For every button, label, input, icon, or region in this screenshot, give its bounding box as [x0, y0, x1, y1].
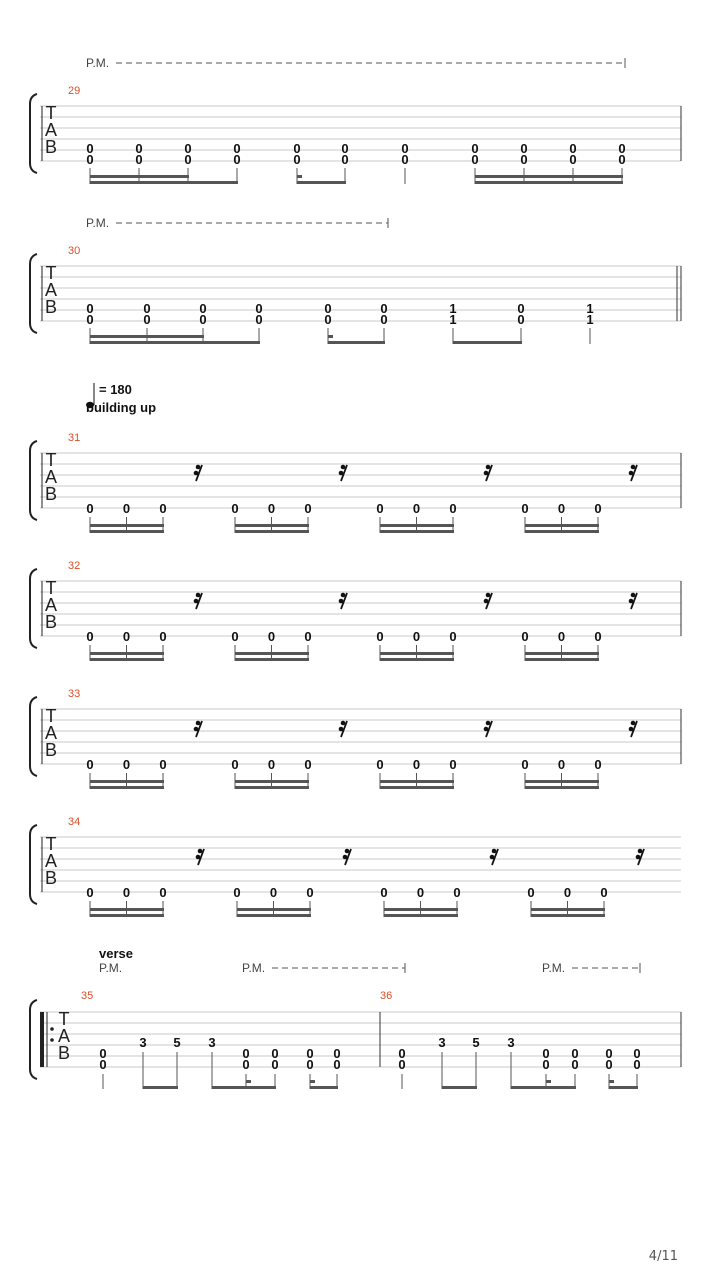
tab-clef-letter: A [57, 1026, 71, 1046]
fret-number: 3 [507, 1035, 515, 1050]
fret-number: 0 [471, 152, 479, 167]
fret-number: 0 [401, 152, 409, 167]
fret-number: 0 [520, 152, 528, 167]
beam [380, 658, 454, 661]
rest-dot [345, 849, 350, 854]
tab-clef-letter: A [44, 120, 58, 140]
measure-number: 29 [68, 85, 81, 97]
fret-number: 0 [143, 312, 151, 327]
sixteenth-rest [339, 593, 347, 609]
sixteenth-rest [343, 849, 351, 865]
fret-number: 0 [122, 501, 131, 516]
rest-dot [486, 721, 491, 726]
beam [453, 341, 522, 344]
beam [525, 652, 599, 655]
system-bracket [30, 569, 37, 648]
fret-number: 0 [159, 757, 167, 772]
fret-number: 0 [233, 885, 241, 900]
fret-number: 0 [341, 152, 349, 167]
sixteenth-rest [339, 465, 347, 481]
fret-number: 0 [255, 301, 263, 316]
beam [380, 524, 454, 527]
beam [475, 181, 623, 184]
fret-number: 0 [231, 501, 239, 516]
rest-dot [490, 855, 495, 860]
rest-dot [196, 465, 201, 470]
fret-number: 0 [333, 1046, 341, 1061]
tab-clef-letter: A [44, 595, 58, 615]
fret-number: 0 [521, 629, 529, 644]
sixteenth-rest [629, 721, 637, 737]
repeat-thick-line [40, 1012, 44, 1067]
tab-clef-letter: T [45, 103, 57, 123]
fret-number: 5 [472, 1035, 480, 1050]
tab-clef-letter: B [44, 612, 58, 632]
beam [90, 524, 164, 527]
sixteenth-rest [484, 465, 492, 481]
measure-number: 30 [68, 245, 81, 257]
fret-number: 0 [521, 501, 529, 516]
fret-number: 0 [600, 885, 608, 900]
beam [237, 914, 311, 917]
palm-mute-label: P.M. [86, 216, 110, 230]
fret-number: 0 [569, 152, 577, 167]
fret-number: 0 [306, 1046, 314, 1061]
rest-dot [631, 593, 636, 598]
rest-dot [629, 599, 634, 604]
fret-number: 0 [333, 1057, 341, 1072]
rest-dot [196, 593, 201, 598]
beam [90, 780, 164, 783]
fret-number: 0 [269, 885, 278, 900]
beam [531, 908, 605, 911]
palm-mute-label: P.M. [99, 961, 123, 975]
beam [90, 181, 189, 184]
system-bracket [30, 94, 37, 173]
fret-number: 0 [267, 501, 276, 516]
rest-dot [486, 593, 491, 598]
tempo-value: = 180 [99, 382, 132, 397]
fret-number: 0 [557, 501, 566, 516]
beam [525, 780, 599, 783]
fret-number: 0 [520, 141, 528, 156]
beam [90, 341, 204, 344]
tab-clef-letter: T [45, 834, 57, 854]
fret-number: 0 [135, 141, 143, 156]
fret-number: 0 [324, 301, 332, 316]
tab-clef-letter: T [45, 450, 57, 470]
fret-number: 0 [449, 757, 457, 772]
beam-stub [310, 1080, 315, 1083]
fret-number: 0 [86, 152, 94, 167]
section-label-building-up: building up [86, 400, 157, 415]
fret-number: 0 [231, 629, 239, 644]
beam [90, 530, 164, 533]
fret-number: 0 [412, 629, 421, 644]
rest-dot [629, 471, 634, 476]
beam [143, 1086, 178, 1089]
fret-number: 0 [380, 301, 388, 316]
beam [235, 658, 309, 661]
fret-number: 0 [517, 312, 525, 327]
fret-number: 0 [341, 141, 349, 156]
fret-number: 0 [233, 152, 241, 167]
fret-number: 0 [199, 312, 207, 327]
palm-mute-label: P.M. [542, 961, 566, 975]
sixteenth-rest [484, 721, 492, 737]
fret-number: 0 [143, 301, 151, 316]
fret-number: 0 [293, 141, 301, 156]
fret-number: 0 [633, 1046, 641, 1061]
fret-number: 0 [271, 1046, 279, 1061]
fret-number: 0 [380, 312, 388, 327]
fret-number: 1 [586, 312, 594, 327]
fret-number: 0 [86, 141, 94, 156]
beam [442, 1086, 477, 1089]
fret-number: 0 [255, 312, 263, 327]
beam [525, 786, 599, 789]
measure-number: 32 [68, 560, 81, 572]
rest-dot [339, 471, 344, 476]
tab-clef-letter: B [44, 137, 58, 157]
beam-stub [297, 175, 302, 178]
fret-number: 0 [527, 885, 535, 900]
fret-number: 0 [605, 1046, 613, 1061]
fret-number: 0 [86, 501, 94, 516]
page-number: 4/11 [648, 1249, 678, 1264]
beam [380, 530, 454, 533]
fret-number: 0 [159, 501, 167, 516]
rhythm-beams [90, 168, 641, 1089]
rest-dot [194, 727, 199, 732]
fret-number: 0 [376, 757, 384, 772]
rest-dot [194, 471, 199, 476]
rest-dot [631, 721, 636, 726]
fret-number: 0 [159, 885, 167, 900]
beam [235, 786, 309, 789]
fret-number: 0 [304, 501, 312, 516]
measure-number: 31 [68, 432, 81, 444]
fret-number: 1 [449, 301, 457, 316]
sixteenth-rest [484, 593, 492, 609]
fret-number: 0 [184, 152, 192, 167]
beam [235, 652, 309, 655]
fret-number: 0 [293, 152, 301, 167]
tab-clef-letter: A [44, 723, 58, 743]
rest-dot [194, 599, 199, 604]
beam [188, 181, 238, 184]
section-label-verse: verse [99, 946, 133, 961]
fret-number: 0 [86, 312, 94, 327]
staff-lines [30, 58, 681, 1079]
beam [297, 181, 346, 184]
beam [90, 335, 204, 338]
sixteenth-rest [339, 721, 347, 737]
beam [235, 524, 309, 527]
fret-number: 0 [159, 629, 167, 644]
beam [380, 786, 454, 789]
fret-number: 0 [233, 141, 241, 156]
fret-number: 0 [242, 1057, 250, 1072]
rest-dot [638, 849, 643, 854]
tab-clef-letter: B [44, 297, 58, 317]
beam [90, 786, 164, 789]
beam [310, 1086, 338, 1089]
fret-number: 3 [438, 1035, 446, 1050]
beam [90, 914, 164, 917]
beam [235, 530, 309, 533]
beam [475, 175, 623, 178]
fret-number: 0 [594, 757, 602, 772]
tab-clef-letter: B [44, 740, 58, 760]
beam-stub [546, 1080, 551, 1083]
fret-number: 0 [517, 301, 525, 316]
rest-dot [484, 727, 489, 732]
fret-number: 0 [401, 141, 409, 156]
beam-stub [246, 1080, 251, 1083]
beam [525, 530, 599, 533]
fret-number: 0 [398, 1046, 406, 1061]
tab-clef-letter: T [58, 1009, 70, 1029]
sixteenth-rest [636, 849, 644, 865]
fret-number: 0 [122, 885, 131, 900]
fret-number: 0 [231, 757, 239, 772]
fret-number: 0 [449, 501, 457, 516]
rest-dot [341, 593, 346, 598]
rest-dot [339, 599, 344, 604]
rest-dot [196, 721, 201, 726]
sixteenth-rest [194, 465, 202, 481]
tab-clef-letter: A [44, 851, 58, 871]
fret-number: 1 [449, 312, 457, 327]
beam [90, 175, 189, 178]
rest-dot [196, 855, 201, 860]
fret-number: 0 [306, 885, 314, 900]
fret-number: 0 [122, 629, 131, 644]
fret-number: 0 [135, 152, 143, 167]
fret-number: 0 [267, 757, 276, 772]
fret-number: 0 [557, 757, 566, 772]
tab-clef-letter: A [44, 280, 58, 300]
fret-number: 0 [542, 1057, 550, 1072]
rest-dot [198, 849, 203, 854]
measure-number: 35 [81, 990, 94, 1002]
fret-number: 0 [618, 152, 626, 167]
sixteenth-rest [629, 593, 637, 609]
sixteenth-rest [629, 465, 637, 481]
rest-dot [341, 721, 346, 726]
beam [90, 652, 164, 655]
fret-number: 0 [453, 885, 461, 900]
system-bracket [30, 1000, 37, 1079]
fret-number: 0 [99, 1057, 107, 1072]
measure-number: 33 [68, 688, 81, 700]
measure-number: 36 [380, 990, 393, 1002]
fret-number: 0 [242, 1046, 250, 1061]
beam [384, 914, 458, 917]
beam [609, 1086, 638, 1089]
fret-number: 0 [605, 1057, 613, 1072]
beam [380, 780, 454, 783]
fret-number: 0 [184, 141, 192, 156]
tab-clef-letter: B [44, 484, 58, 504]
fret-number: 0 [398, 1057, 406, 1072]
fret-number: 0 [304, 629, 312, 644]
fret-number: 0 [416, 885, 425, 900]
beam [531, 914, 605, 917]
repeat-dot [50, 1027, 54, 1031]
tab-clef-letter: A [44, 467, 58, 487]
beam [384, 908, 458, 911]
notation-text [45, 56, 644, 1072]
fret-number: 0 [412, 501, 421, 516]
fret-number: 0 [633, 1057, 641, 1072]
fret-number: 0 [376, 501, 384, 516]
fret-number: 0 [412, 757, 421, 772]
fret-number: 0 [271, 1057, 279, 1072]
repeat-dot [50, 1038, 54, 1042]
palm-mute-label: P.M. [86, 56, 110, 70]
fret-number: 0 [199, 301, 207, 316]
beam [90, 908, 164, 911]
fret-number: 0 [471, 141, 479, 156]
fret-number: 0 [557, 629, 566, 644]
fret-number: 0 [304, 757, 312, 772]
rest-dot [484, 599, 489, 604]
rest-dot [486, 465, 491, 470]
beam [525, 524, 599, 527]
beam [212, 1086, 276, 1089]
fret-number: 0 [563, 885, 572, 900]
beam [90, 658, 164, 661]
fret-number: 0 [449, 629, 457, 644]
rest-dot [341, 465, 346, 470]
beam-stub [609, 1080, 614, 1083]
fret-number: 0 [521, 757, 529, 772]
rest-dot [636, 855, 641, 860]
fret-number: 0 [86, 757, 94, 772]
fret-number: 0 [122, 757, 131, 772]
beam [525, 658, 599, 661]
tab-clef-letter: B [57, 1043, 71, 1063]
sixteenth-rest [490, 849, 498, 865]
sixteenth-rest [194, 721, 202, 737]
rest-dot [339, 727, 344, 732]
rest-dot [492, 849, 497, 854]
rest-dot [484, 471, 489, 476]
fret-number: 0 [99, 1046, 107, 1061]
fret-number: 0 [594, 629, 602, 644]
sixteenth-rest [194, 593, 202, 609]
fret-number: 5 [173, 1035, 181, 1050]
fret-number: 0 [306, 1057, 314, 1072]
fret-number: 0 [86, 885, 94, 900]
rest-dot [343, 855, 348, 860]
fret-number: 0 [376, 629, 384, 644]
fret-number: 1 [586, 301, 594, 316]
fret-number: 3 [208, 1035, 216, 1050]
beam [203, 341, 260, 344]
rest-dot [631, 465, 636, 470]
fret-number: 3 [139, 1035, 147, 1050]
fret-number: 0 [86, 629, 94, 644]
fret-number: 0 [571, 1046, 579, 1061]
beam [235, 780, 309, 783]
palm-mute-label: P.M. [242, 961, 266, 975]
beam [511, 1086, 576, 1089]
tab-clef-letter: T [45, 263, 57, 283]
fret-number: 0 [380, 885, 388, 900]
measure-number: 34 [68, 816, 81, 828]
tab-clef-letter: B [44, 868, 58, 888]
sixteenth-rest [196, 849, 204, 865]
tab-clef-letter: T [45, 706, 57, 726]
fret-number: 0 [618, 141, 626, 156]
beam-stub [328, 335, 333, 338]
fret-number: 0 [86, 301, 94, 316]
system-bracket [30, 697, 37, 776]
system-bracket [30, 825, 37, 904]
fret-number: 0 [267, 629, 276, 644]
system-bracket [30, 254, 37, 333]
fret-number: 0 [324, 312, 332, 327]
rest-dot [629, 727, 634, 732]
beam [328, 341, 385, 344]
fret-number: 0 [594, 501, 602, 516]
fret-number: 0 [542, 1046, 550, 1061]
fret-number: 0 [571, 1057, 579, 1072]
tab-clef-letter: T [45, 578, 57, 598]
beam [380, 652, 454, 655]
system-bracket [30, 441, 37, 520]
beam [237, 908, 311, 911]
fret-number: 0 [569, 141, 577, 156]
